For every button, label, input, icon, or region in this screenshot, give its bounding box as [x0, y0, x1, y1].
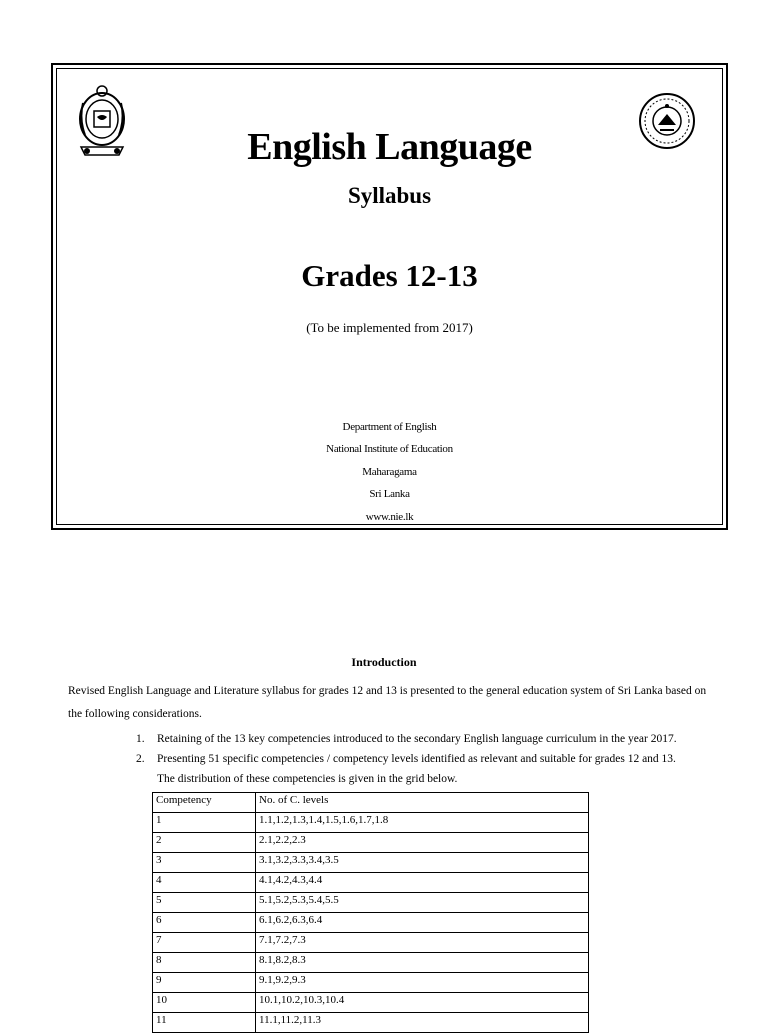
table-row [153, 993, 589, 1013]
levels-cell: 3.1,3.2,3.3,3.4,3.5 [256, 853, 589, 873]
competency-cell: 6 [153, 913, 256, 933]
introduction-paragraph: Revised English Language and Literature syllabus for grades 12 and 13 is presented to the general education system of Sri Lanka based on the following considerations. [68, 685, 707, 720]
list-text: Presenting 51 specific competencies / competency levels identified as relevant and suitable for grades 12 and 13. [157, 753, 676, 765]
table-row [153, 1013, 589, 1033]
list-item [136, 749, 716, 769]
competency-cell: 4 [153, 873, 256, 893]
implementation-note: (To be implemented from 2017) [306, 320, 473, 335]
cover-inner-border [56, 68, 723, 525]
competency-grid [152, 792, 589, 1033]
competency-cell: 9 [153, 973, 256, 993]
website-link[interactable]: www.nie.lk [365, 511, 414, 523]
address-line: Department of English [342, 421, 437, 433]
levels-cell: 6.1,6.2,6.3,6.4 [256, 913, 589, 933]
address-line: Maharagama [362, 466, 417, 478]
column-header-competency: Competency [153, 793, 256, 813]
levels-cell: 5.1,5.2,5.3,5.4,5.5 [256, 893, 589, 913]
competency-cell: 2 [153, 833, 256, 853]
cover-page [51, 63, 728, 530]
levels-cell: 11.1,11.2,11.3 [256, 1013, 589, 1033]
address-line: National Institute of Education [326, 443, 453, 455]
list-number: 1. [136, 733, 145, 745]
table-row [153, 953, 589, 973]
levels-cell: 4.1,4.2,4.3,4.4 [256, 873, 589, 893]
table-row [153, 833, 589, 853]
list-continuation: The distribution of these competencies is given in the grid below. [157, 773, 458, 785]
address-line: Sri Lanka [369, 488, 410, 500]
list-text: Retaining of the 13 key competencies introduced to the secondary English language curriculum in the year 2017. [157, 733, 677, 745]
competency-cell: 8 [153, 953, 256, 973]
introduction-heading: Introduction [351, 655, 417, 669]
document-subtitle: Syllabus [347, 183, 432, 208]
levels-cell: 7.1,7.2,7.3 [256, 933, 589, 953]
levels-cell: 9.1,9.2,9.3 [256, 973, 589, 993]
list-number: 2. [136, 753, 145, 765]
competency-cell: 5 [153, 893, 256, 913]
competency-cell: 11 [153, 1013, 256, 1033]
levels-cell: 1.1,1.2,1.3,1.4,1.5,1.6,1.7,1.8 [256, 813, 589, 833]
grades-heading: Grades 12-13 [301, 258, 478, 293]
table-row [153, 893, 589, 913]
list-item [136, 729, 716, 749]
levels-cell: 8.1,8.2,8.3 [256, 953, 589, 973]
table-row [153, 973, 589, 993]
competency-cell: 3 [153, 853, 256, 873]
table-row [153, 913, 589, 933]
table-row [153, 933, 589, 953]
levels-cell: 2.1,2.2,2.3 [256, 833, 589, 853]
column-header-levels: No. of C. levels [256, 793, 589, 813]
competency-cell: 7 [153, 933, 256, 953]
table-row [153, 813, 589, 833]
levels-cell: 10.1,10.2,10.3,10.4 [256, 993, 589, 1013]
considerations-list [136, 729, 716, 789]
document-title: English Language [247, 126, 532, 168]
competency-cell: 10 [153, 993, 256, 1013]
competency-cell: 1 [153, 813, 256, 833]
table-row [153, 853, 589, 873]
table-row [153, 873, 589, 893]
table-header-row [153, 793, 589, 813]
